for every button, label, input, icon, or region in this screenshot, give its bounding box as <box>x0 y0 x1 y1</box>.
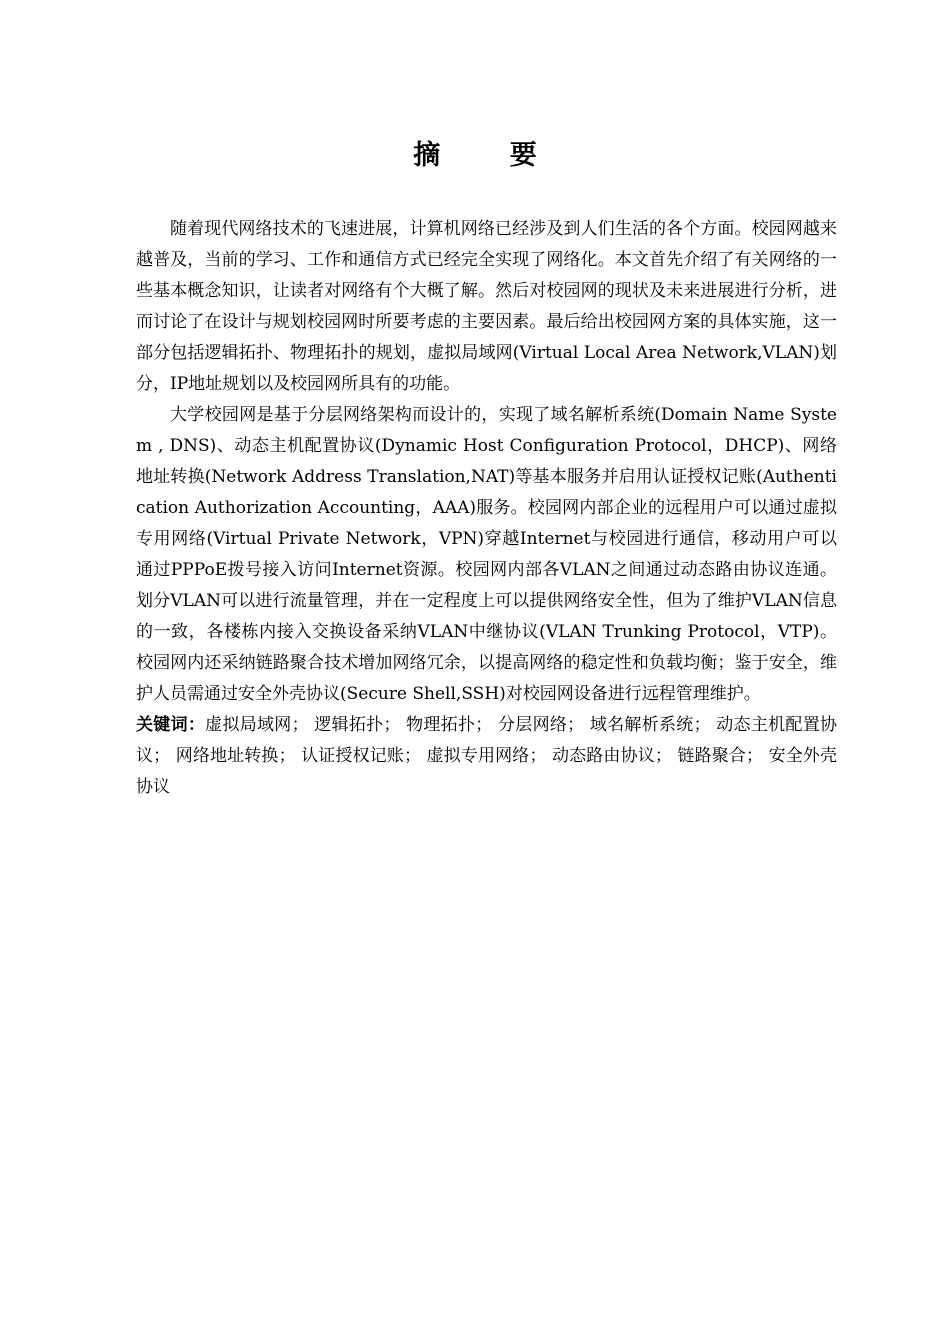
abstract-body <box>136 214 837 803</box>
keywords-text: 虚拟局域网； 逻辑拓扑； 物理拓扑； 分层网络； 域名解析系统； 动态主机配置协议； 网络地址转换； 认证授权记账； 虚拟专用网络； 动态路由协议； 链路聚合； 安全外壳协议 <box>136 715 837 797</box>
abstract-paragraph-1: 随着现代网络技术的飞速进展，计算机网络已经涉及到人们生活的各个方面。校园网越来越普及，当前的学习、工作和通信方式已经完全实现了网络化。本文首先介绍了有关网络的一些基本概念知识，让读者对网络有个大概了解。然后对校园网的现状及未来进展进行分析，进而讨论了在设计与规划校园网时所要考虑的主要因素。最后给出校园网方案的具体实施，这一部分包括逻辑拓扑、物理拓扑的规划，虚拟局域网(Virtual Local Area Network,VLAN)划分，IP地址规划以及校园网所具有的功能。 <box>136 219 837 394</box>
abstract-title: 摘 要 <box>413 140 567 171</box>
keywords-label: 关键词： <box>136 715 206 735</box>
keywords-line <box>136 710 837 803</box>
abstract-paragraph-2: 大学校园网是基于分层网络架构而设计的，实现了域名解析系统(Domain Name System , DNS)、动态主机配置协议(Dynamic Host Configuration Protocol，DHCP)、网络地址转换(Network Address Translation,NAT)等基本服务并启用认证授权记账(Authentication Authorization Accounting，AAA)服务。校园网内部企业的远程用户可以通过虚拟专用网络(Virtual Private Network，VPN)穿越Internet与校园进行通信，移动用户可以通过PPPoE拨号接入访问Internet资源。校园网内部各VLAN之间通过动态路由协议连通。划分VLAN可以进行流量管理，并在一定程度上可以提供网络安全性，但为了维护VLAN信息的一致，各楼栋内接入交换设备采纳VLAN中继协议(VLAN Trunking Protocol，VTP)。校园网内还采纳链路聚合技术增加网络冗余，以提高网络的稳定性和负载均衡；鉴于安全，维护人员需通过安全外壳协议(Secure Shell,SSH)对校园网设备进行远程管理维护。 <box>136 405 837 704</box>
